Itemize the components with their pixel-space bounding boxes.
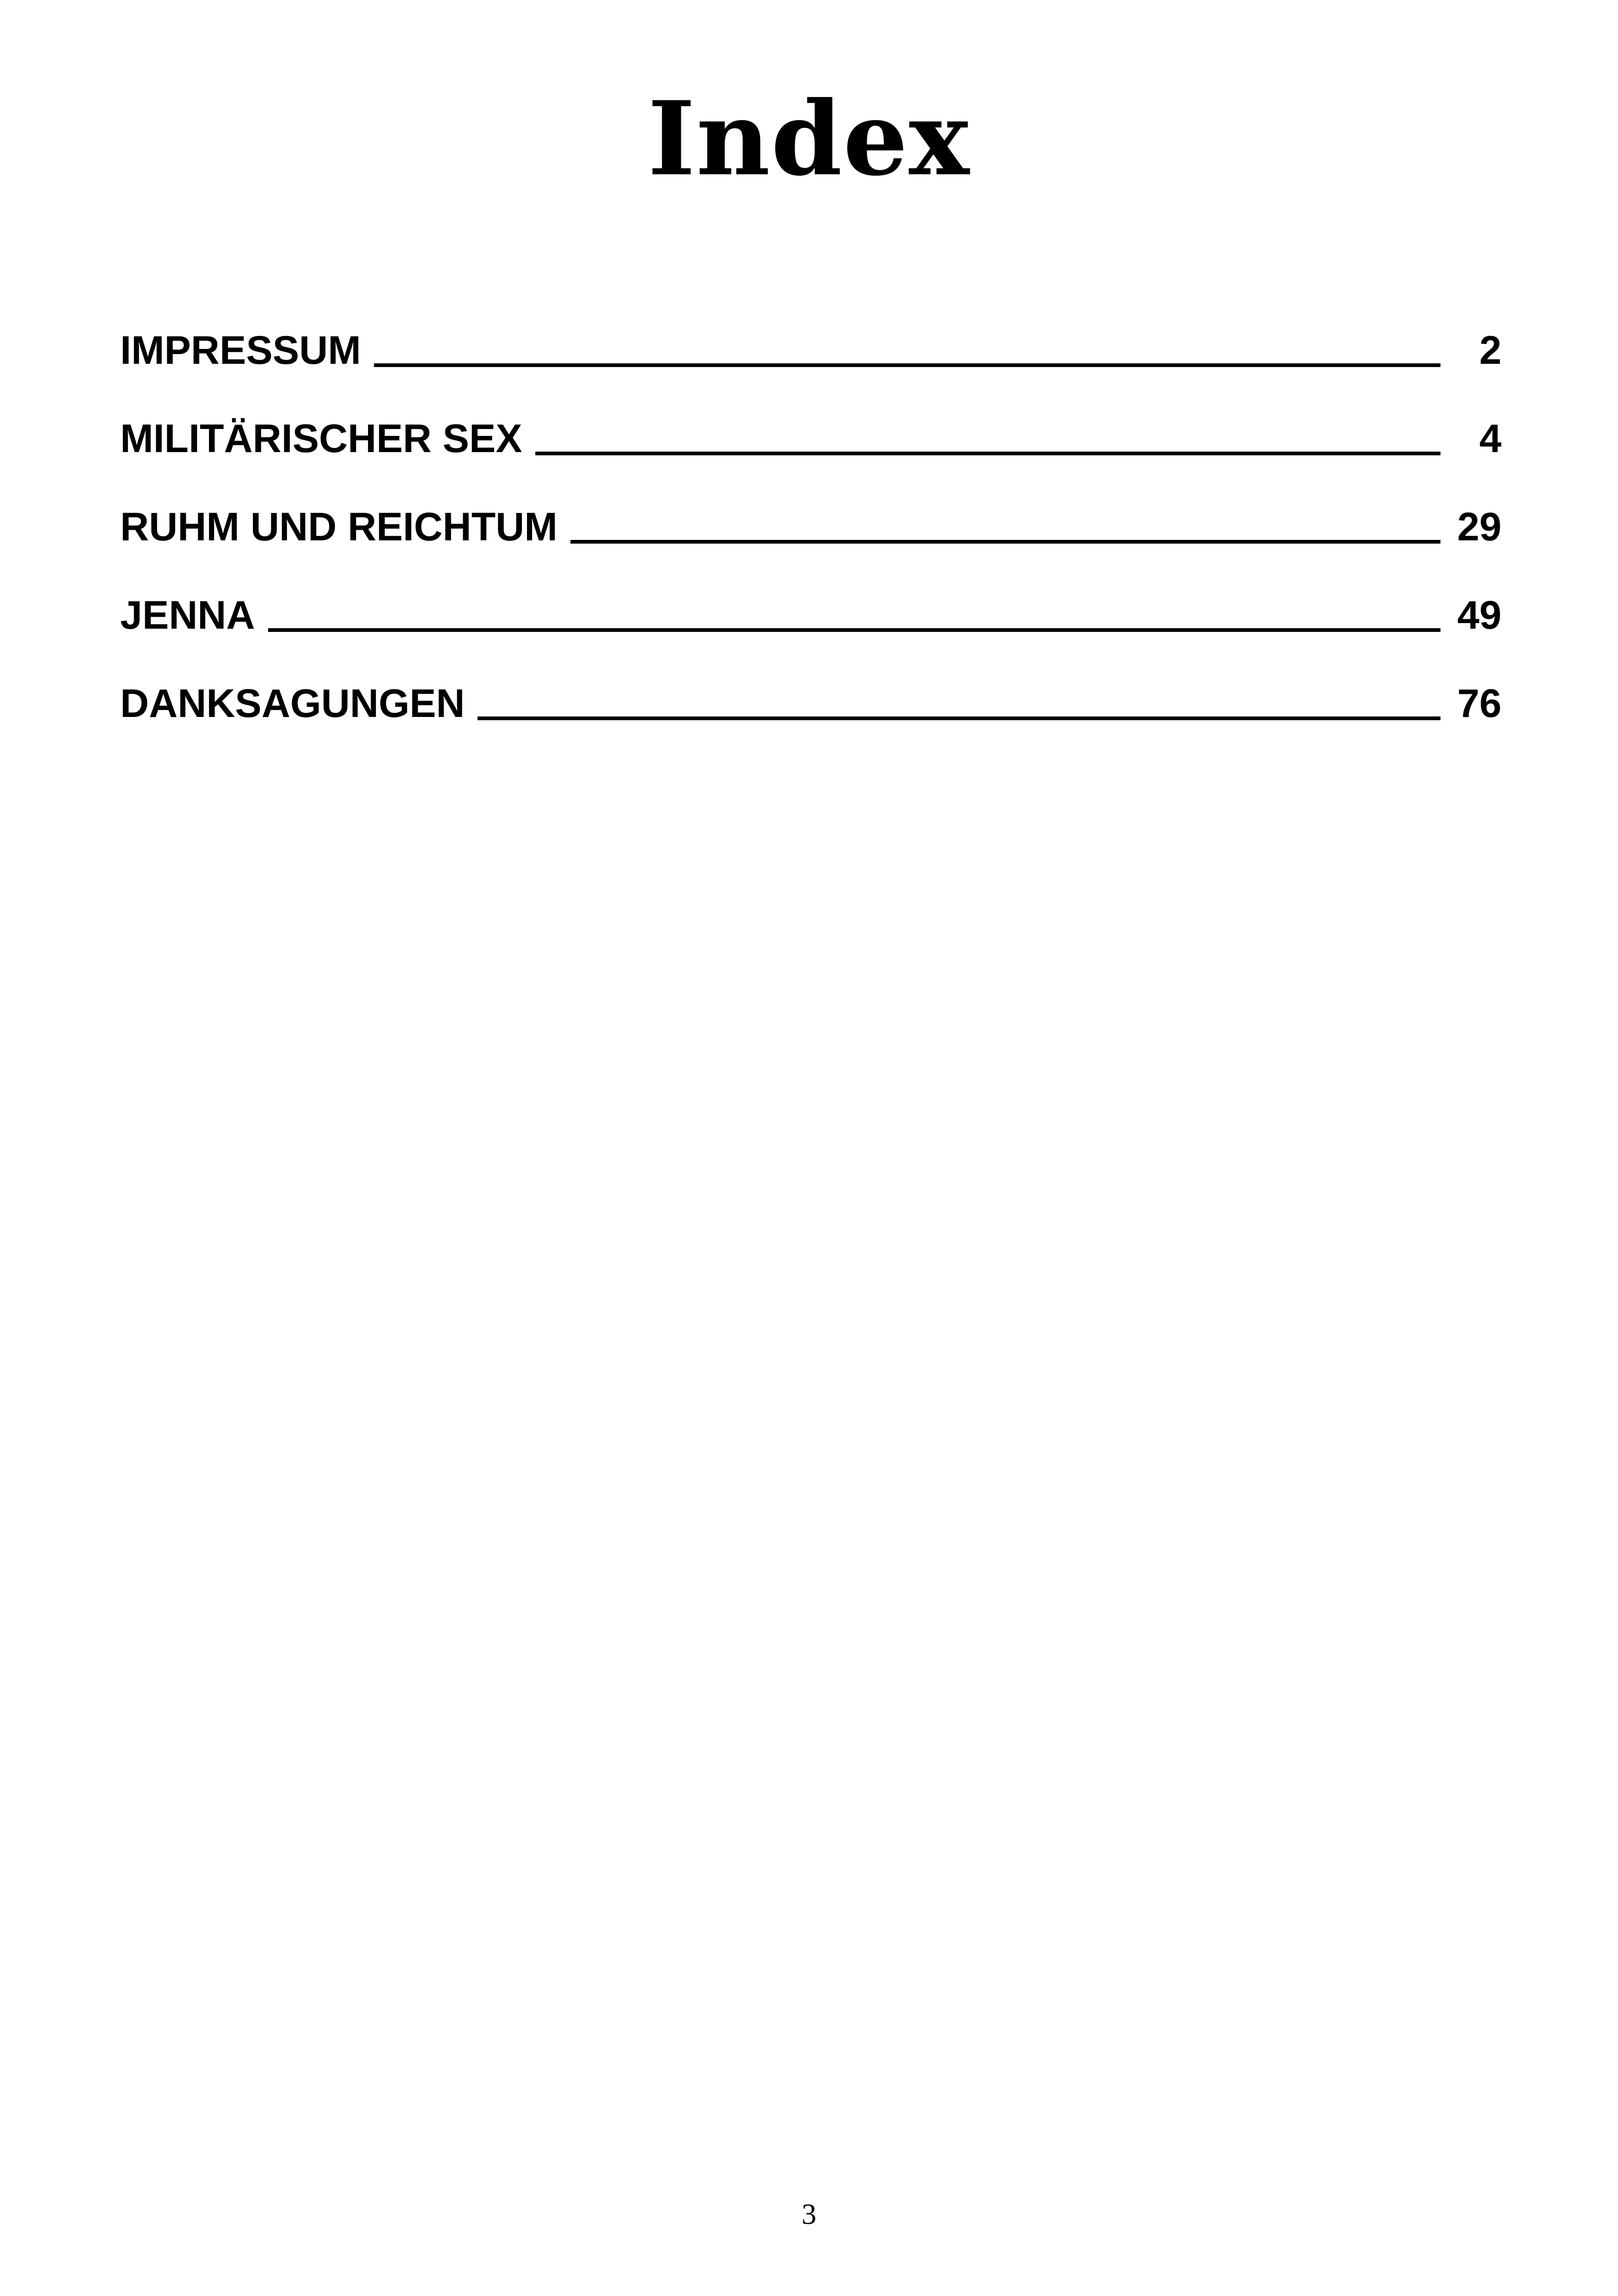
toc-entry-label: DANKSAGUNGEN bbox=[120, 681, 465, 726]
toc-entry-page: 4 bbox=[1479, 416, 1502, 461]
toc-entry-page: 2 bbox=[1479, 328, 1502, 373]
toc-leader-line bbox=[535, 452, 1440, 455]
page-number: 3 bbox=[802, 2198, 816, 2230]
toc-entry-militaerischer-sex bbox=[120, 416, 1502, 461]
toc-entry-label: IMPRESSUM bbox=[120, 328, 361, 373]
toc-leader-line bbox=[268, 628, 1440, 632]
toc-leader-line bbox=[570, 540, 1440, 544]
toc-entry-page: 76 bbox=[1457, 681, 1502, 726]
toc-entry-page: 29 bbox=[1457, 505, 1502, 549]
toc-entry-jenna bbox=[120, 593, 1502, 637]
toc-entry-danksagungen bbox=[120, 681, 1502, 726]
table-of-contents bbox=[120, 328, 1502, 770]
toc-entry-label: JENNA bbox=[120, 593, 255, 637]
toc-entry-impressum bbox=[120, 328, 1502, 373]
toc-entry-label: RUHM UND REICHTUM bbox=[120, 505, 558, 549]
toc-entry-label: MILITÄRISCHER SEX bbox=[120, 416, 522, 461]
toc-entry-page: 49 bbox=[1457, 593, 1502, 637]
toc-entry-ruhm-und-reichtum bbox=[120, 505, 1502, 549]
page-title: Index bbox=[648, 79, 970, 198]
toc-leader-line bbox=[374, 363, 1440, 367]
toc-leader-line bbox=[478, 716, 1440, 720]
